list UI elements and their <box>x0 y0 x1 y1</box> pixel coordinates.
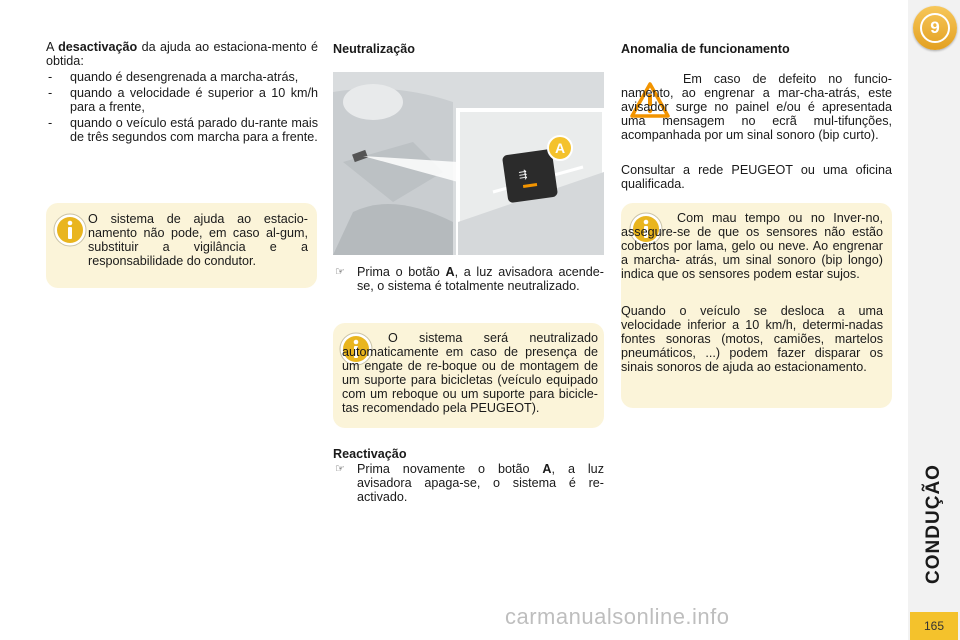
instruction-text-a: Prima o botão <box>357 265 446 279</box>
info-note-text: O sistema será neutralizado automaticamente em caso de presença de um engate de re-boque ou de montagem de um suporte para bicicletas (veículo equipado com um reboque ou um suporte para bicicle-tas recomendado pela PEUGEOT). <box>342 331 598 415</box>
instruction-text-c: , a luz avisadora apaga-se, o sistema é re-activado. <box>357 462 604 504</box>
chapter-number: 9 <box>920 13 950 43</box>
chapter-number-badge <box>913 6 957 50</box>
info-note-text: O sistema de ajuda ao estacio-namento não pode, em caso al-gum, substituir a vigilância e a responsabilidade do condutor. <box>88 212 308 268</box>
heading-anomalia: Anomalia de funcionamento <box>621 42 790 56</box>
heading-reactivacao: Reactivação <box>333 447 407 461</box>
dashboard-illustration <box>333 72 604 255</box>
deactivation-conditions-list <box>46 70 318 144</box>
button-ref-a: A <box>445 265 455 279</box>
hand-pointer-icon: ☞ <box>335 463 345 475</box>
weather-note-paragraph-1: Com mau tempo ou no Inver-no, assegure-se de que os sensores não estão cobertos por lama, gelo ou neve. Ao engrenar a marcha- atrás, um sinal sonoro (bip longo) indica que os sensores podem estar sujos. <box>621 211 883 281</box>
instruction-text-a: Prima novamente o botão <box>357 462 543 476</box>
list-item: - quando o veículo está parado du-rante mais de três segundos com marcha para a frente. <box>46 116 318 144</box>
svg-text:⇶: ⇶ <box>518 169 528 182</box>
neutralize-instruction <box>333 265 604 293</box>
reactivate-instruction <box>333 462 604 504</box>
dashboard-button-photo <box>333 72 604 255</box>
chapter-title: CONDUÇÃO <box>923 464 944 584</box>
info-note-auto-neutralize <box>333 323 604 428</box>
info-note-weather <box>621 203 892 408</box>
list-item: - quando a velocidade é superior a 10 km/h para a frente, <box>46 86 318 114</box>
info-icon <box>53 213 87 247</box>
malfunction-text: Em caso de defeito no funcio-namento, ao engrenar a mar-cha-atrás, este avisador surge no painel e/ou é apresentada uma mensagem no ecrã mul-tifunções, acompanhada por um sinal sonoro (bip curto). <box>621 72 892 142</box>
button-ref-a: A <box>542 462 552 476</box>
photo-label-a: A <box>554 140 566 156</box>
weather-note-paragraph-2: Quando o veículo se desloca a uma velocidade inferior a 10 km/h, determi-nadas fontes sonoras (motos, camiões, martelos pneumáticos, ...) podem fazer disparar os sinais sonoros de ajuda ao estacionamento. <box>621 304 883 374</box>
hand-pointer-icon: ☞ <box>335 266 345 278</box>
column-left <box>46 40 318 146</box>
instruction-text-c: , a luz avisadora acende-se, o sistema é totalmente neutralizado. <box>357 265 604 293</box>
watermark: carmanualsonline.info <box>505 604 730 629</box>
list-item: - quando é desengrenada a marcha-atrás, <box>46 70 318 84</box>
info-note-driver-responsibility <box>46 203 317 288</box>
intro-prefix: A <box>46 40 59 54</box>
page-number: 165 <box>910 612 958 640</box>
intro-rest: da ajuda ao estaciona-mento é obtida: <box>46 40 318 68</box>
intro-paragraph <box>46 40 318 68</box>
intro-bold-term: desactivação <box>58 40 138 54</box>
heading-neutralizacao: Neutralização <box>333 42 415 56</box>
consult-network-text: Consultar a rede PEUGEOT ou uma oficina qualificada. <box>621 163 892 191</box>
